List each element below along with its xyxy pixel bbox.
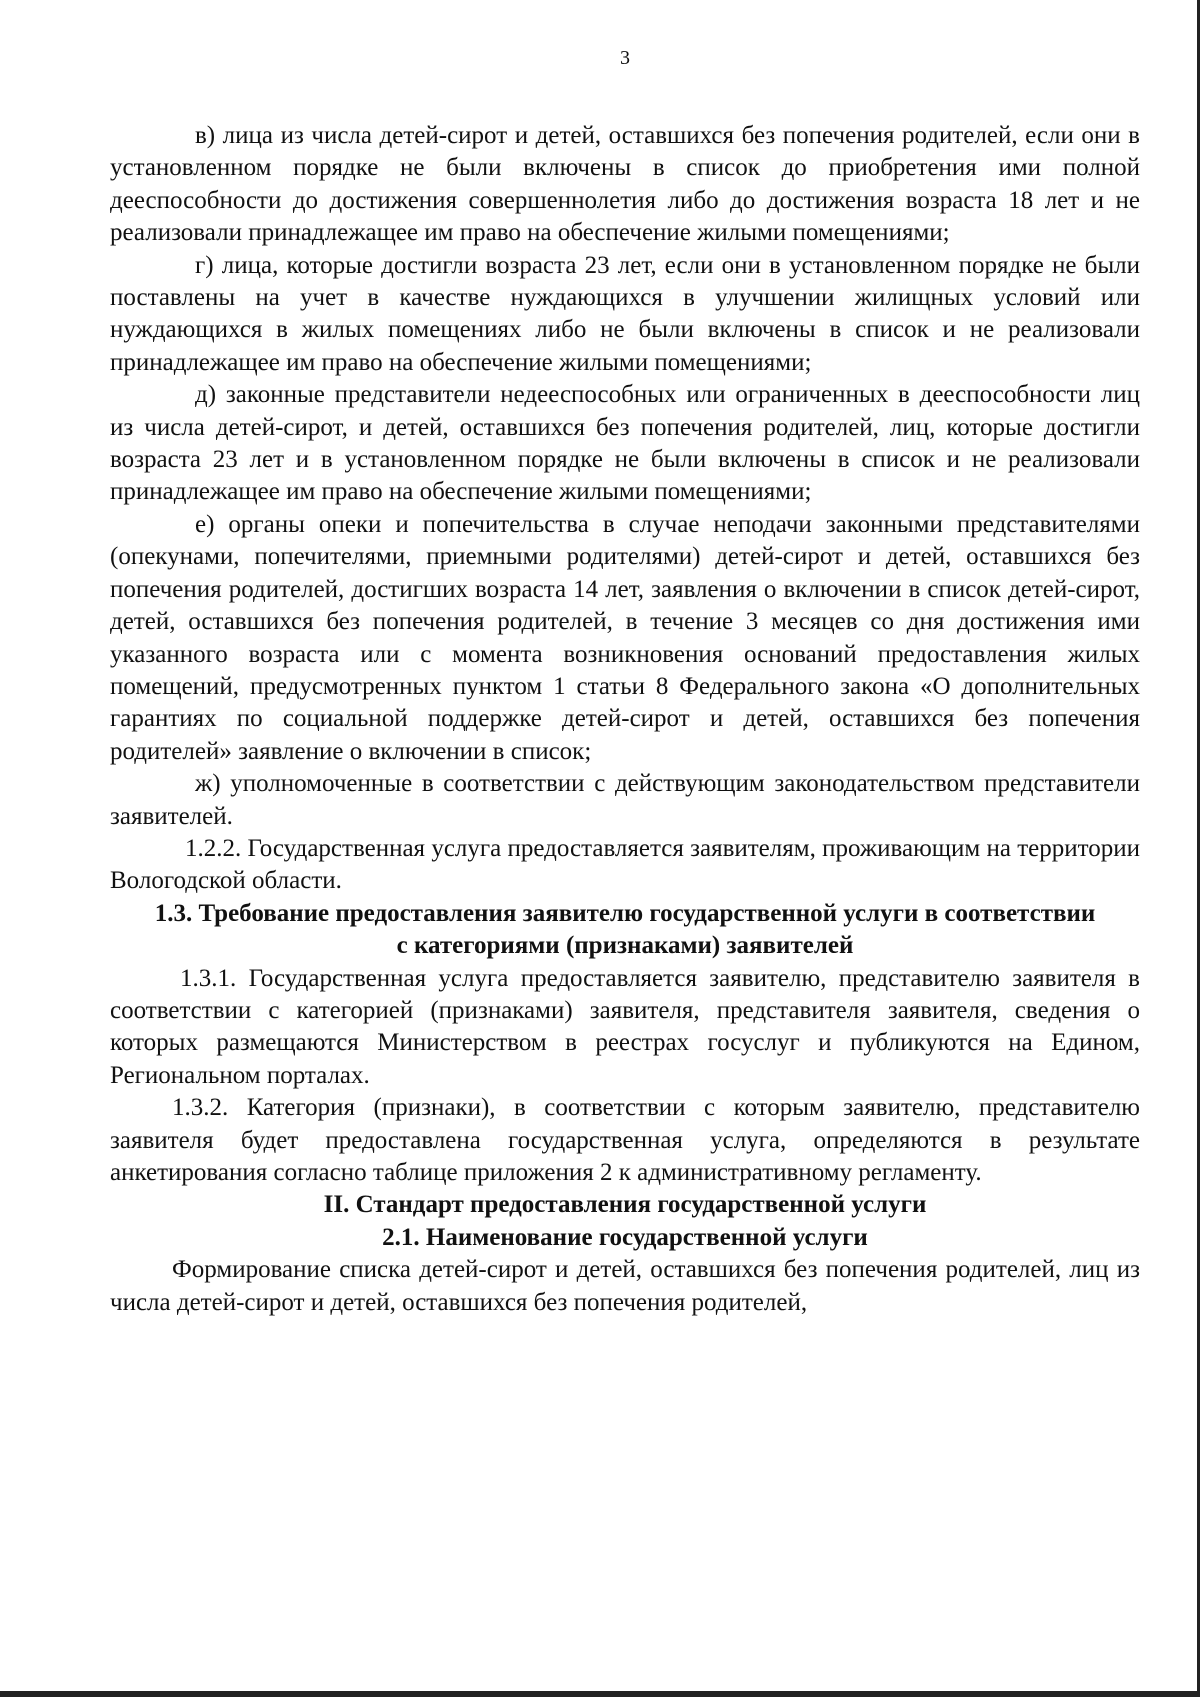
paragraph-item-d: д) законные представители недееспособных или ограниченных в дееспособности лиц из числа детей-сирот, и детей, оставшихся без попечения родителей, лиц, которые достигли возраста 23 лет и в установленном порядке не были включены в список и не реализовали принадлежащее им право на обеспечение жилыми помещениями; (110, 381, 1140, 506)
paragraph-item-e: е) органы опеки и попечительства в случае неподачи законными представителями (опекунами, попечителями, приемными родителями) детей-сирот и детей, оставшихся без попечения родителей, достигших возраста 14 лет, заявления о включении в список детей-сирот, детей, оставшихся без попечения родителей, в течение 3 месяцев со дня достижения ими указанного возраста или с момента возникновения оснований предоставления жилых помещений, предусмотренных пунктом 1 статьи 8 Федерального закона «О дополнительных гарантиях по социальной поддержке детей-сирот и детей, оставшихся без попечения родителей» заявление о включении в список; (110, 510, 1140, 765)
paragraph-item-g: г) лица, которые достигли возраста 23 лет, если они в установленном порядке не были поставлены на учет в качестве нуждающихся в улучшении жилищных условий или нуждающихся в жилых помещениях либо не были включены в список и не реализовали принадлежащее им право на обеспечение жилыми помещениями; (110, 251, 1140, 376)
chapter-heading-2: II. Стандарт предоставления государственной услуги (323, 1191, 927, 1219)
paragraph-item-zh: ж) уполномоченные в соответствии с действующим законодательством представители заявителей. (110, 770, 1140, 830)
paragraph-1-3-1: 1.3.1. Государственная услуга предоставляется заявителю, представителю заявителя в соответствии с категорией (признаками) заявителя, представителя заявителя, сведения о которых размещаются Министерством в реестрах госуслуг и публикуются на Едином, Региональном порталах. (110, 964, 1140, 1089)
paragraph-item-v: в) лица из числа детей-сирот и детей, оставшихся без попечения родителей, если они в установленном порядке не были включены в список до приобретения ими полной дееспособности до достижения совершеннолетия либо до достижения возраста 18 лет и не реализовали принадлежащее им право на обеспечение жилыми помещениями; (110, 122, 1140, 247)
paragraph-1-2-2: 1.2.2. Государственная услуга предоставляется заявителям, проживающим на территории Вологодской области. (110, 834, 1140, 895)
scan-bottom-edge (0, 1691, 1200, 1697)
section-heading-2-1: 2.1. Наименование государственной услуги (382, 1223, 868, 1251)
page-number: 3 (620, 47, 630, 69)
paragraph-service-name: Формирование списка детей-сирот и детей, оставшихся без попечения родителей, лиц из числа детей-сирот и детей, оставшихся без попечения родителей, (110, 1256, 1140, 1316)
paragraph-1-3-2: 1.3.2. Категория (признаки), в соответствии с которым заявителю, представителю заявителя будет предоставлена государственная услуга, определяются в результате анкетирования согласно таблице приложения 2 к административному регламенту. (110, 1094, 1140, 1186)
document-body (110, 120, 1140, 1319)
section-heading-1-3: 1.3. Требование предоставления заявителю государственной услуги в соответствии с категориями (признаками) заявителей (154, 899, 1096, 960)
